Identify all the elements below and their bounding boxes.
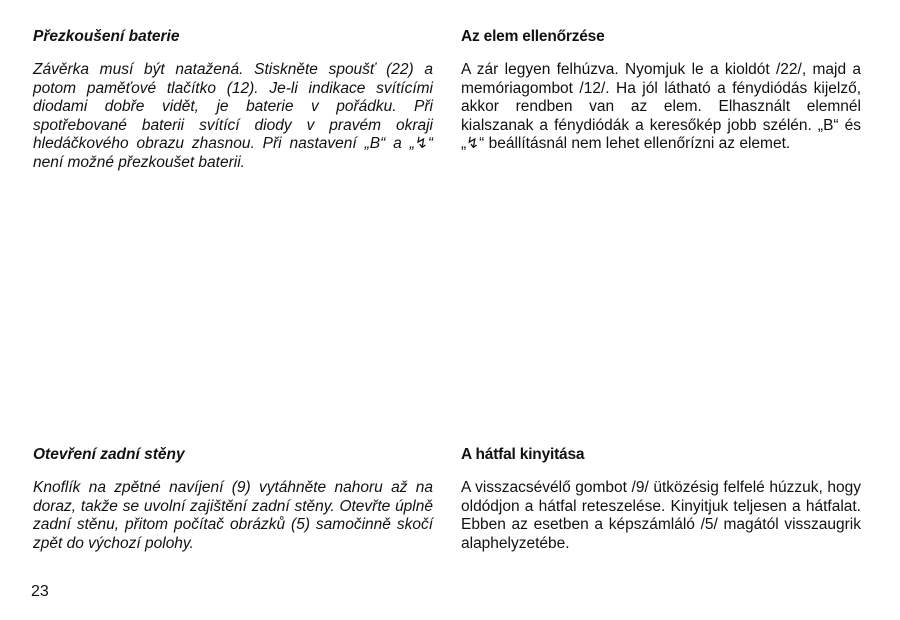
section-body: A visszacsévélő gombot /9/ ütközésig felfelé húzzuk, hogy oldódjon a hátfal reteszelése. Kinyitjuk teljesen a hátfalat. Ebben az esetben a képszámláló /5/ magától visszaugrik alaphelyzetébe. <box>461 479 861 552</box>
section-heading: Přezkoušení baterie <box>33 28 180 45</box>
section-body: Závěrka musí být natažená. Stiskněte spoušť (22) a potom paměťové tlačítko (12). Je-li indikace svítícími diodami dobře vidět, je baterie v pořádku. Při spotřebované baterii svítící diody v pravém okraji hledáčkového obrazu zhasnou. Při nastavení „B“ a „↯“ není možné přezkoušet baterii. <box>33 61 433 171</box>
section-body: A zár legyen felhúzva. Nyomjuk le a kioldót /22/, majd a memóriagombot /12/. Ha jól látható a fénydiódás kijelző, akkor rendben van az elem. Elhasznált elemnél kialszanak a fénydiódák a keresőkép jobb szélén. „B“ és „↯“ beállításnál nem lehet ellenőrízni az elemet. <box>461 61 861 153</box>
section-body: Knoflík na zpětné navíjení (9) vytáhněte nahoru až na doraz, takže se uvolní zajištění zadní stěny. Otevřte úplně zadní stěnu, přitom počítač obrázků (5) samočinně skočí zpět do výchozí polohy. <box>33 479 433 552</box>
section-open-back-hungarian <box>461 445 861 553</box>
section-heading: Otevření zadní stěny <box>33 446 185 463</box>
section-open-back-czech <box>33 445 433 553</box>
section-heading: A hátfal kinyitása <box>461 446 585 463</box>
section-heading: Az elem ellenőrzése <box>461 28 605 45</box>
section-battery-check-czech <box>33 27 433 173</box>
section-battery-check-hungarian <box>461 27 861 154</box>
page-number: 23 <box>31 583 49 600</box>
